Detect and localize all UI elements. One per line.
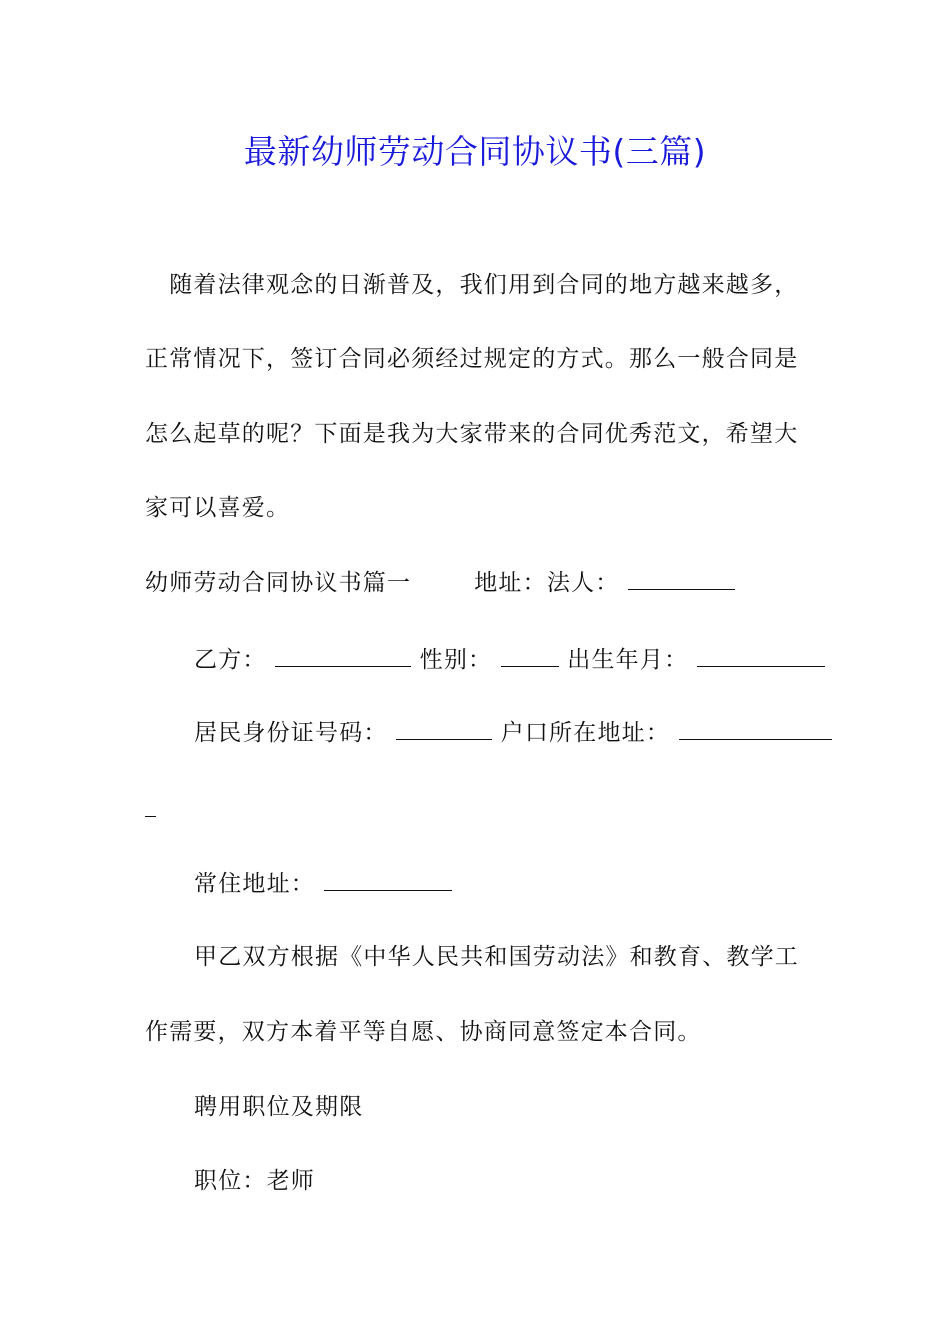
intro-line-2: 正常情况下，签订合同必须经过规定的方式。那么一般合同是 bbox=[145, 346, 799, 372]
position-line: 职位：老师 bbox=[194, 1168, 315, 1194]
hukou-blank bbox=[679, 717, 832, 740]
hukou-blank-continuation bbox=[145, 793, 156, 827]
hukou-blank-tail bbox=[145, 794, 156, 817]
employment-heading: 聘用职位及期限 bbox=[194, 1094, 364, 1120]
intro-line-1: 随着法律观念的日渐普及，我们用到合同的地方越来越多， bbox=[145, 272, 799, 298]
residence-label: 常住地址： bbox=[194, 871, 315, 897]
id-blank bbox=[396, 717, 492, 740]
agreement-line-1: 甲乙双方根据《中华人民共和国劳动法》和教育、教学工 bbox=[194, 944, 799, 970]
party-b-line bbox=[194, 643, 825, 677]
party-b-blank bbox=[275, 644, 411, 667]
id-label: 居民身份证号码： bbox=[194, 720, 388, 746]
birth-label: 出生年月： bbox=[567, 647, 689, 673]
agreement-line-2: 作需要，双方本着平等自愿、协商同意签定本合同。 bbox=[145, 1019, 702, 1045]
intro-line-3: 怎么起草的呢？下面是我为大家带来的合同优秀范文，希望大 bbox=[145, 421, 799, 447]
gender-blank bbox=[501, 644, 559, 667]
party-b-label: 乙方： bbox=[194, 647, 267, 673]
section-heading: 幼师劳动合同协议书篇一 bbox=[145, 570, 412, 596]
residence-line bbox=[194, 867, 452, 901]
address-label: 地址：法人： bbox=[474, 570, 620, 596]
intro-line-4: 家可以喜爱。 bbox=[145, 495, 291, 521]
gender-label: 性别： bbox=[419, 647, 493, 673]
section-heading-line bbox=[145, 566, 735, 600]
address-blank bbox=[628, 567, 735, 590]
document-title: 最新幼师劳动合同协议书(三篇) bbox=[243, 132, 707, 171]
hukou-label: 户口所在地址： bbox=[500, 720, 671, 746]
id-line bbox=[194, 716, 832, 750]
residence-blank bbox=[324, 868, 452, 891]
birth-blank bbox=[697, 644, 825, 667]
